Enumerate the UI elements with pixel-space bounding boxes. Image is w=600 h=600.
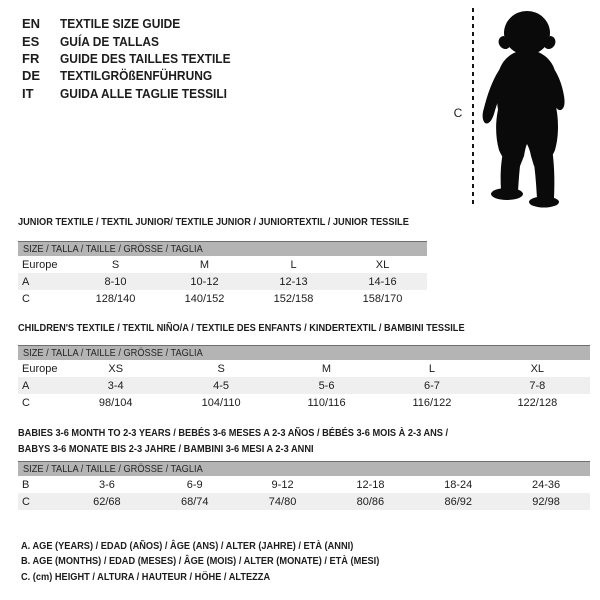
age-cell: 3-6 xyxy=(98,478,115,491)
size-cell: L xyxy=(290,258,297,271)
size-cell: XS xyxy=(108,362,124,375)
legend xyxy=(21,538,428,585)
size-cell: S xyxy=(217,362,225,375)
row-label: C xyxy=(22,292,30,305)
language-label: TEXTILE SIZE GUIDE xyxy=(60,16,181,32)
size-header-band: SIZE / TALLA / TAILLE / GRÖSSE / TAGLIA xyxy=(18,345,590,360)
row-label: B xyxy=(22,478,30,491)
age-cell: 8-10 xyxy=(104,275,127,288)
height-cell: 128/140 xyxy=(95,292,136,305)
legend-line-b: B. AGE (MONTHS) / EDAD (MESES) / ÂGE (MOIS) / ALTER (MONATE) / ETÀ (MESI) xyxy=(21,555,380,568)
age-cell: 10-12 xyxy=(190,275,219,288)
measure-label-c: C xyxy=(453,106,463,120)
height-cell: 86/92 xyxy=(444,495,472,508)
legend-line-a: A. AGE (YEARS) / EDAD (AÑOS) / ÂGE (ANS) / ALTER (JAHRE) / ETÀ (ANNI) xyxy=(21,539,354,552)
language-code: ES xyxy=(22,33,40,49)
size-cell: XL xyxy=(375,258,390,271)
age-cell: 6-7 xyxy=(423,379,440,392)
language-code: EN xyxy=(22,16,41,32)
table-row-height xyxy=(18,290,427,307)
age-cell: 4-5 xyxy=(213,379,230,392)
age-cell: 14-16 xyxy=(368,275,397,288)
age-cell: 5-6 xyxy=(318,379,335,392)
height-cell: 62/68 xyxy=(93,495,121,508)
age-cell: 12-18 xyxy=(356,478,385,491)
height-cell: 68/74 xyxy=(180,495,209,508)
age-cell: 9-12 xyxy=(271,478,294,491)
size-cell: XL xyxy=(530,362,545,375)
size-cell: M xyxy=(321,362,332,375)
table-row-europe xyxy=(18,256,427,273)
size-cell: L xyxy=(428,362,435,375)
age-cell: 12-13 xyxy=(279,275,308,288)
children-size-table xyxy=(18,345,590,411)
height-cell: 98/104 xyxy=(98,396,133,409)
age-cell: 7-8 xyxy=(529,379,546,392)
language-label: GUIDA ALLE TAGLIE TESSILI xyxy=(60,85,228,101)
height-cell: 122/128 xyxy=(517,396,558,409)
table-row-height xyxy=(18,394,590,411)
size-cell: M xyxy=(199,258,210,271)
legend-line-c: C. (cm) HEIGHT / ALTURA / HAUTEUR / HÖHE / ALTEZZA xyxy=(21,570,271,583)
height-cell: 80/86 xyxy=(356,495,385,508)
age-cell: 24-36 xyxy=(531,478,561,491)
height-cell: 158/170 xyxy=(362,292,403,305)
row-label: C xyxy=(22,396,30,409)
language-row-fr xyxy=(22,50,245,67)
language-label: GUIDE DES TAILLES TEXTILE xyxy=(60,50,231,66)
children-section-title: CHILDREN'S TEXTILE / TEXTIL NIÑO/A / TEXTILE DES ENFANTS / KINDERTEXTIL / BAMBINI TESSILE xyxy=(18,322,465,334)
height-cell: 110/116 xyxy=(307,396,346,409)
language-label: GUÍA DE TALLAS xyxy=(60,33,160,49)
babies-size-table xyxy=(18,461,590,510)
row-label: A xyxy=(22,379,30,392)
babies-section-title: BABIES 3-6 MONTH TO 2-3 YEARS / BEBÉS 3-6 MESES A 2-3 AÑOS / BÉBÉS 3-6 MOIS À 2-3 ANS / BABYS 3-6 MONATE BIS 2-3 JAHRE / BAMBINI 3-6 MESI A 2-3 ANNI xyxy=(18,427,449,455)
row-label: Europe xyxy=(22,258,58,271)
size-header-band: SIZE / TALLA / TAILLE / GRÖSSE / TAGLIA xyxy=(18,461,590,476)
language-code: DE xyxy=(22,68,41,84)
size-header-band: SIZE / TALLA / TAILLE / GRÖSSE / TAGLIA xyxy=(18,241,427,256)
table-row-age-months xyxy=(18,476,590,493)
height-cell: 116/122 xyxy=(412,396,452,409)
language-label: TEXTILGRÖßENFÜHRUNG xyxy=(60,68,213,84)
row-label: Europe xyxy=(22,362,58,375)
junior-section-title: JUNIOR TEXTILE / TEXTIL JUNIOR/ TEXTILE JUNIOR / JUNIORTEXTIL / JUNIOR TESSILE xyxy=(18,216,409,228)
language-row-en xyxy=(22,15,245,32)
table-row-europe xyxy=(18,360,590,377)
baby-silhouette-icon xyxy=(480,8,580,208)
table-row-age xyxy=(18,377,590,394)
junior-size-table xyxy=(18,241,427,307)
size-cell: S xyxy=(111,258,120,271)
row-label: C xyxy=(22,495,30,508)
language-row-es xyxy=(22,32,245,49)
height-cell: 140/152 xyxy=(184,292,225,305)
language-code: IT xyxy=(22,85,34,101)
height-cell: 74/80 xyxy=(268,495,297,508)
height-cell: 92/98 xyxy=(532,495,560,508)
language-row-de xyxy=(22,67,245,84)
language-code: FR xyxy=(22,50,40,66)
table-row-height xyxy=(18,493,590,510)
language-row-it xyxy=(22,85,245,102)
row-label: A xyxy=(22,275,30,288)
height-cell: 104/110 xyxy=(201,396,241,409)
age-cell: 6-9 xyxy=(186,478,203,491)
height-cell: 152/158 xyxy=(273,292,314,305)
age-cell: 18-24 xyxy=(444,478,473,491)
language-header xyxy=(22,15,245,102)
age-cell: 3-4 xyxy=(107,379,124,392)
height-measure-line xyxy=(472,8,474,207)
table-row-age xyxy=(18,273,427,290)
